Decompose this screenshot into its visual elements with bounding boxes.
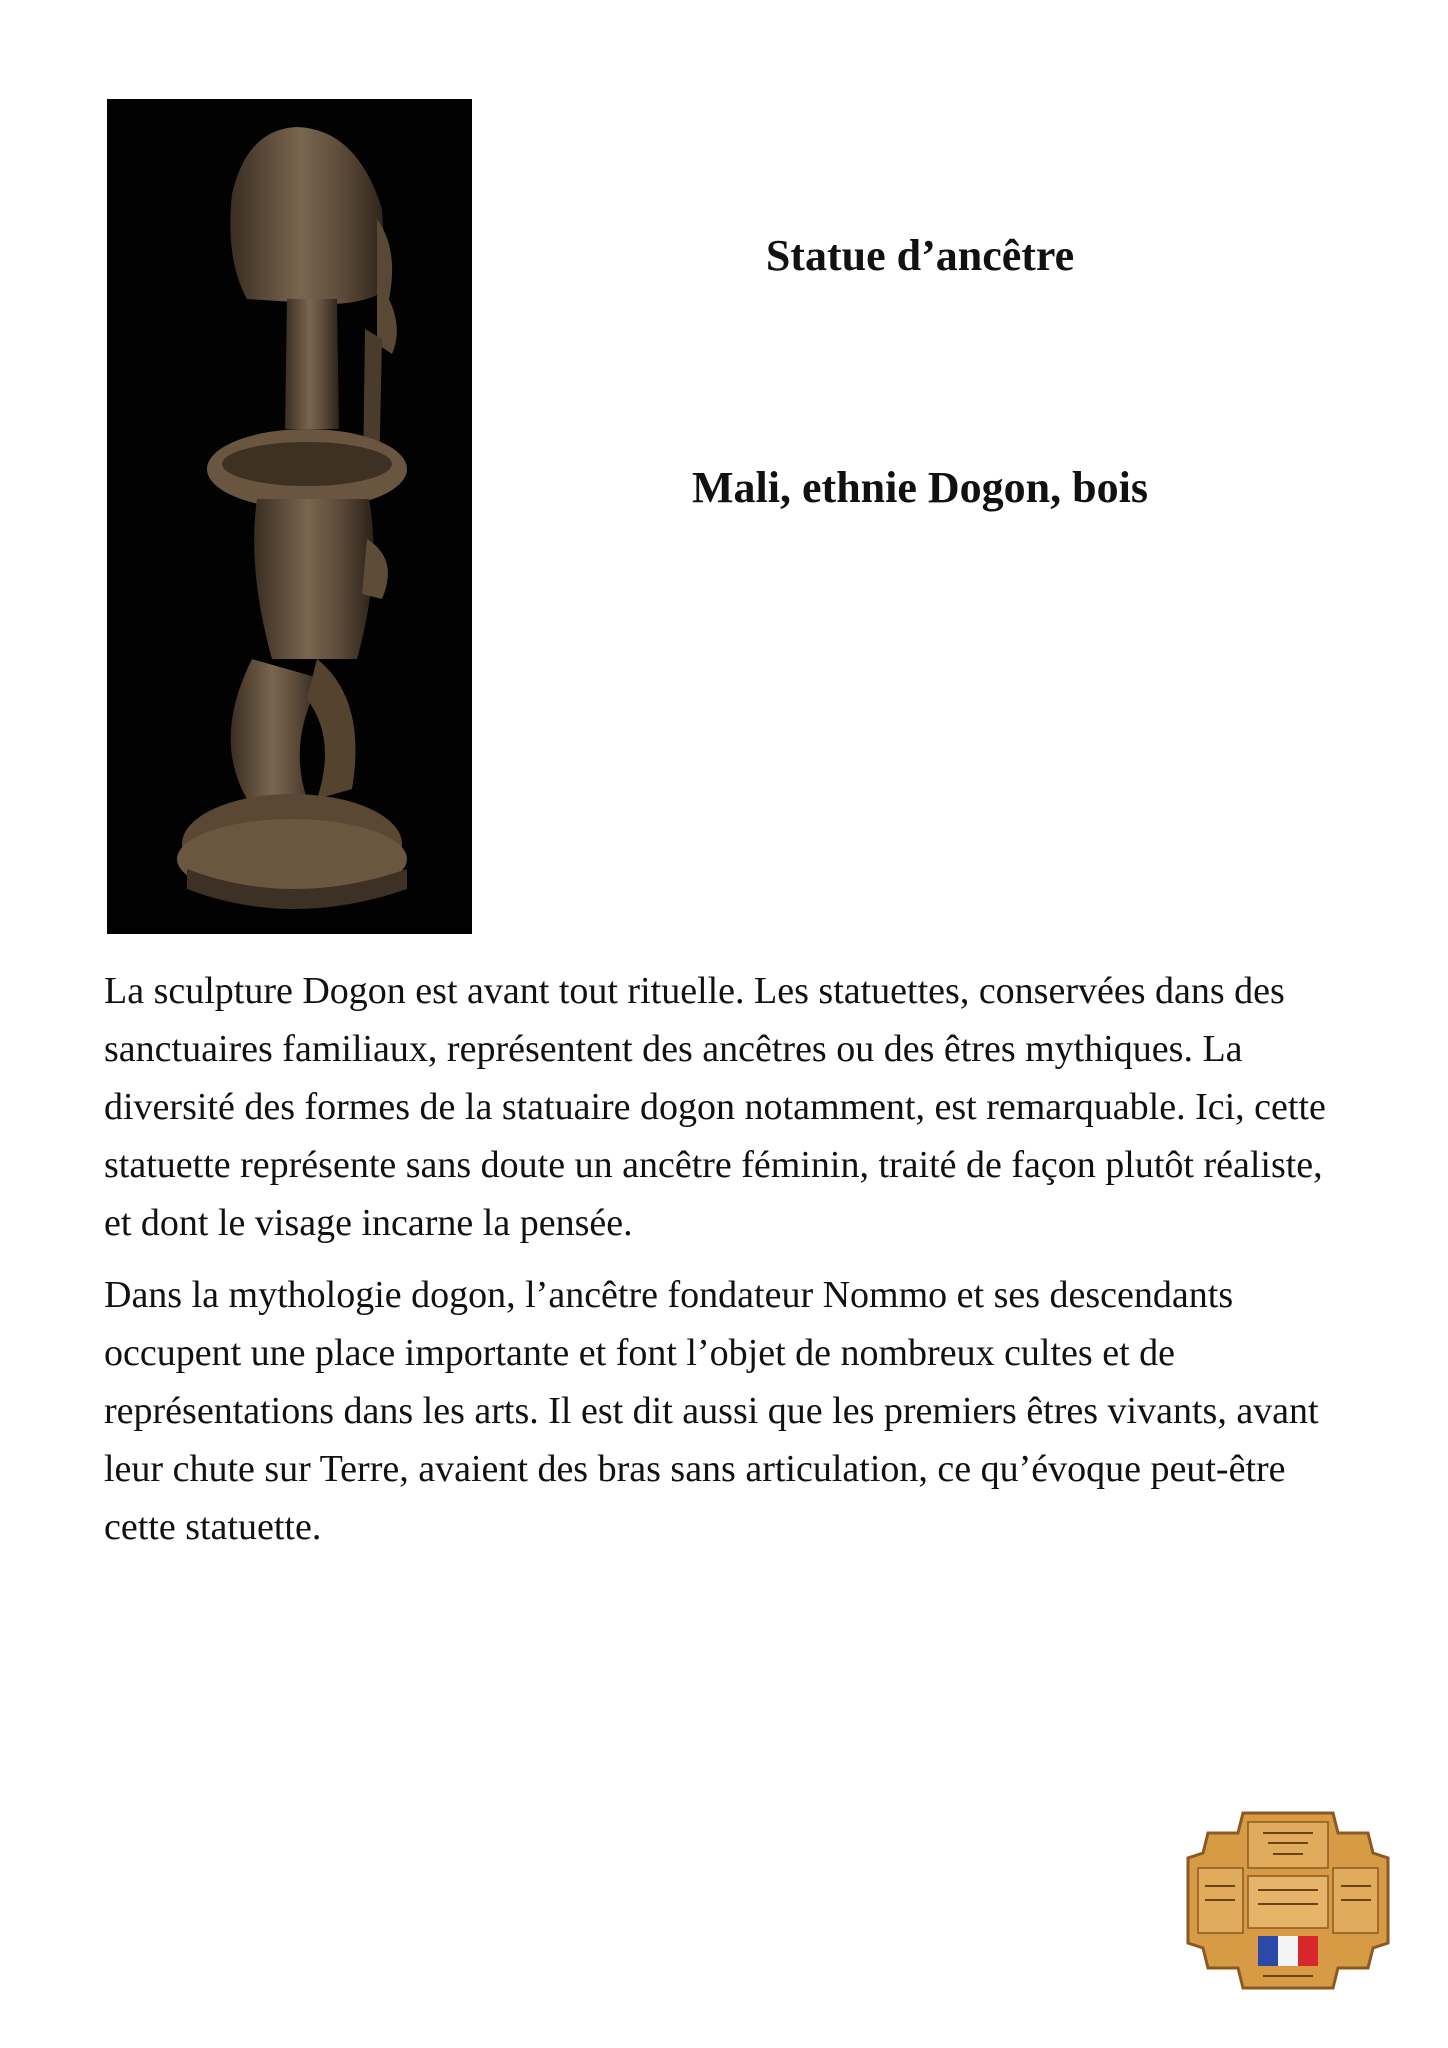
association-stamp-logo <box>1183 1808 1393 1993</box>
flag-white-band <box>1278 1936 1298 1966</box>
dogon-statue-illustration <box>107 99 472 934</box>
page-subtitle: Mali, ethnie Dogon, bois <box>692 463 1148 512</box>
paragraph-1: La sculpture Dogon est avant tout rituelle. Les statuettes, conservées dans des sanctuaires familiaux, représentent des ancêtres ou des êtres mythiques. La diversité des formes de la statuaire dogon notamment, est remarquable. Ici, cette statuette représente sans doute un ancêtre féminin, traité de façon plutôt réaliste, et dont le visage incarne la pensée. <box>104 970 1326 1244</box>
flag-red-band <box>1298 1936 1318 1966</box>
flag-blue-band <box>1258 1936 1278 1966</box>
statue-photo <box>107 99 472 934</box>
paragraph-2: Dans la mythologie dogon, l’ancêtre fondateur Nommo et ses descendants occupent une place importante et font l’objet de nombreux cultes et de représentations dans les arts. Il est dit aussi que les premiers êtres vivants, avant leur chute sur Terre, avaient des bras sans articulation, ce qu’évoque peut-être cette statuette. <box>104 1274 1319 1548</box>
description-body <box>104 962 1354 1570</box>
page-title: Statue d’ancêtre <box>765 231 1075 280</box>
